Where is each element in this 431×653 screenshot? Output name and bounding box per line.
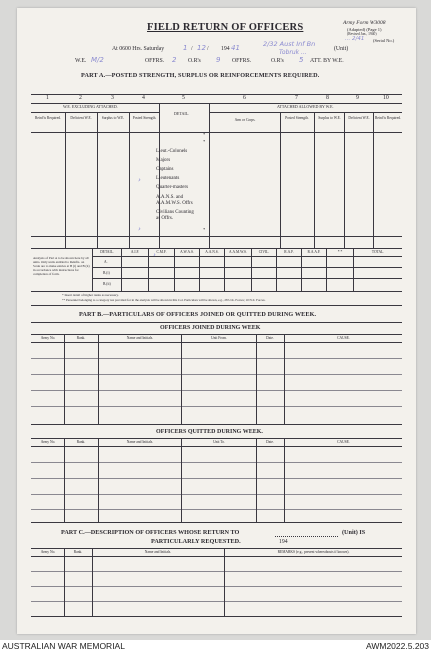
part-a-col-8 xyxy=(344,112,345,248)
quitted-col-army-no: Army No. xyxy=(40,440,56,444)
part-c-col-remarks: REMARKS (e.g., present whereabouts if known). xyxy=(277,550,350,554)
rank-majors: Majors xyxy=(156,158,171,163)
rank-lieutenants: Lieutenants xyxy=(156,176,180,181)
part-c-unit-line xyxy=(275,536,338,537)
unit-label: (Unit) xyxy=(334,46,349,52)
analysis-row-b1 xyxy=(92,267,402,268)
handwritten-unit-line-1: 2/32 Aust Inf Bn xyxy=(263,40,316,48)
quitted-row-1 xyxy=(31,462,402,463)
part-b-top-rule xyxy=(31,305,402,306)
year-label: 194 xyxy=(221,46,230,52)
rank-lieut-colonels: Lieut.-Colonels xyxy=(156,149,188,154)
part-c-particularly-requested: PARTICULARLY REQUESTED. xyxy=(151,538,241,545)
part-c-col-rank: Rank. xyxy=(73,550,83,554)
col-number-9: 9 xyxy=(356,95,359,101)
part-c-col-army-no: Army No. xyxy=(40,550,56,554)
quitted-bottom-rule xyxy=(31,522,402,523)
analysis-col-0 xyxy=(92,248,93,291)
rank-asterisk-1: * xyxy=(203,132,206,137)
analysis-col-1 xyxy=(121,248,122,291)
rank-quarter-masters: Quarter-masters xyxy=(156,185,189,190)
header-deficient-we: Deficient W.E. xyxy=(70,116,92,120)
date-separator-1: / xyxy=(191,46,193,52)
quitted-vcol-4 xyxy=(256,438,257,522)
part-a-col-9 xyxy=(373,112,374,248)
joined-col-army-no: Army No. xyxy=(40,336,56,340)
analysis-col-4 xyxy=(199,248,200,291)
rank-as-offrs: as Offrs. xyxy=(156,216,174,221)
part-c-row-3 xyxy=(31,601,402,602)
analysis-col-detail: DETAIL. xyxy=(100,250,114,254)
analysis-col-7 xyxy=(276,248,277,291)
handwritten-mark-captains: › xyxy=(138,176,141,184)
joined-col-rank: Rank. xyxy=(76,336,86,340)
quitted-row-3 xyxy=(31,494,402,495)
analysis-bottom xyxy=(31,291,402,292)
analysis-col-civil: CIVIL. xyxy=(258,250,270,254)
part-a-group-rule-left xyxy=(31,112,159,113)
rank-civilians: Civilians Counting xyxy=(156,210,194,215)
joined-title: OFFICERS JOINED DURING WEEK xyxy=(160,325,261,331)
handwritten-unit-line-2: Tobruk ... xyxy=(279,49,307,56)
rank-aamws: A.A.M.W.S. Offrs xyxy=(156,201,193,206)
rank-asterisk-3: * xyxy=(203,227,206,232)
joined-vcol-2 xyxy=(98,334,99,424)
header-posted-strength: Posted Strength. xyxy=(132,116,157,120)
quitted-col-name: Name and Initials. xyxy=(126,440,154,444)
handwritten-day: 1 xyxy=(183,44,188,52)
part-c-header-rule xyxy=(31,556,402,557)
part-a-top-rule xyxy=(31,94,402,95)
col-number-2: 2 xyxy=(79,95,82,101)
handwritten-offrs: 2 xyxy=(172,56,177,64)
part-a-col-1 xyxy=(65,112,66,248)
part-a-header-rule xyxy=(31,132,402,133)
part-c-row-1 xyxy=(31,571,402,572)
col-number-7: 7 xyxy=(295,95,298,101)
ors-label-2: O.R's xyxy=(271,58,284,64)
joined-row-3 xyxy=(31,390,402,391)
joined-bottom-rule xyxy=(31,424,402,425)
analysis-col-cmf: C.M.F. xyxy=(156,250,167,254)
footer-accession-number: AWM2022.5.203 xyxy=(366,641,429,651)
part-c-vcol-3 xyxy=(224,548,225,616)
joined-col-unit-from: Unit From. xyxy=(211,336,227,340)
part-a-col-6 xyxy=(280,112,281,248)
analysis-col-other: * * xyxy=(337,250,343,254)
header-reinfts-required-att: Reinf'ts Required. xyxy=(375,116,401,120)
part-c-heading-rule xyxy=(31,548,402,549)
col-number-4: 4 xyxy=(142,95,145,101)
adapted-note: (Adapted) (Page 1) xyxy=(347,27,382,32)
analysis-col-8 xyxy=(301,248,302,291)
header-surplus-we: Surplus to W.E. xyxy=(101,116,125,120)
analysis-col-aamws: A.A.M.W.S. xyxy=(229,250,247,254)
joined-vcol-1 xyxy=(64,334,65,424)
col-number-6: 6 xyxy=(243,95,246,101)
part-a-heading: PART A.—POSTED STRENGTH, SURPLUS OR REINFORCEMENTS REQUIRED. xyxy=(81,72,320,79)
col-number-10: 10 xyxy=(383,95,389,101)
group-attached-allowed: ATTACHED ALLOWED BY W.E. xyxy=(277,104,334,109)
form-sheet xyxy=(17,8,416,634)
quitted-col-date: Date. xyxy=(266,440,274,444)
part-c-unit-label: (Unit) IS xyxy=(342,529,366,536)
rank-asterisk-2: * xyxy=(203,139,206,144)
analysis-col-6 xyxy=(251,248,252,291)
quitted-vcol-1 xyxy=(64,438,65,522)
part-a-body-rule xyxy=(31,236,402,237)
analysis-row-a xyxy=(92,256,402,257)
analysis-col-2 xyxy=(148,248,149,291)
joined-col-cause: CAUSE. xyxy=(337,336,350,340)
quitted-row-2 xyxy=(31,478,402,479)
joined-col-date: Date. xyxy=(266,336,274,340)
analysis-col-10 xyxy=(353,248,354,291)
quitted-col-rank: Rank. xyxy=(76,440,86,444)
quitted-header-rule xyxy=(31,446,402,447)
header-reinfts-required: Reinf'ts Required. xyxy=(35,116,61,120)
joined-title-rule xyxy=(31,334,402,335)
analysis-row-label-b1: B.(i) xyxy=(103,271,110,275)
att-label: ATT. BY W.E. xyxy=(310,58,344,64)
joined-vcol-4 xyxy=(256,334,257,424)
analysis-col-raaf: R.A.A.F. xyxy=(307,250,321,254)
offrs-label: OFFRS. xyxy=(145,58,165,64)
rank-captains: Captains xyxy=(156,167,174,172)
analysis-row-label-a: A. xyxy=(104,260,108,264)
part-c-col-name: Name and Initials. xyxy=(144,550,172,554)
quitted-col-cause: CAUSE. xyxy=(337,440,350,444)
we-label: W.E. xyxy=(75,58,87,64)
handwritten-we: M/2 xyxy=(91,56,104,64)
col-number-5: 5 xyxy=(182,95,185,101)
header-posted-strength-att: Posted Strength. xyxy=(285,116,309,120)
rank-aans: A.A.N.S. and xyxy=(156,195,184,200)
form-title: FIELD RETURN OF OFFICERS xyxy=(147,22,304,33)
offrs-label-2: OFFRS. xyxy=(232,58,252,64)
analysis-col-aans: A.A.N.S. xyxy=(205,250,219,254)
archive-footer xyxy=(0,640,431,653)
part-a-col-5 xyxy=(209,103,210,248)
part-c-row-2 xyxy=(31,586,402,587)
header-deficient-we-att: Deficient W.E. xyxy=(348,116,370,120)
joined-header-rule xyxy=(31,342,402,343)
handwritten-mark-total: › xyxy=(138,225,141,233)
handwritten-year: 41 xyxy=(231,44,240,52)
header-surplus-we-att: Surplus to W.E. xyxy=(318,116,341,120)
group-we-excluding-attached: W.E. EXCLUDING ATTACHED. xyxy=(63,104,118,109)
analysis-col-5 xyxy=(224,248,225,291)
analysis-note: Analysis of Part A to be shown here by all units. Only units entitled to Reinfts. on Scale are to make entries at B (i) and B (ii) in accordance with instructions for completion of form. xyxy=(33,256,90,276)
quitted-vcol-2 xyxy=(98,438,99,522)
part-a-col-7 xyxy=(314,112,315,248)
ors-label: O.R's xyxy=(188,58,201,64)
part-b-heading: PART B.—PARTICULARS OF OFFICERS JOINED OR QUITTED DURING WEEK. xyxy=(79,311,317,318)
army-form-number: Army Form W3008 xyxy=(343,20,386,26)
quitted-col-unit-to: Unit To. xyxy=(213,440,225,444)
part-a-col-3 xyxy=(129,112,130,248)
joined-vcol-3 xyxy=(181,334,182,424)
footnote-other-categories: ** Personnel belonging to a category not provided for in the analysis will be shown in this Col. Particulars will be shown, e.g., 28 U.K. Forces; 10 N.Z. Forces. xyxy=(62,298,266,302)
joined-row-1 xyxy=(31,358,402,359)
footnote-higher-ranks: * Insert detail of higher ranks as necessary. xyxy=(62,293,119,297)
quitted-title-rule xyxy=(31,438,402,439)
detail-header: DETAIL. xyxy=(174,111,190,116)
analysis-col-awas: A.W.A.S. xyxy=(180,250,194,254)
part-c-bottom-rule xyxy=(31,616,402,617)
col-number-1: 1 xyxy=(46,95,49,101)
handwritten-ors: 9 xyxy=(216,56,221,64)
revised-note: (Revised Jan., 1940) xyxy=(347,32,377,36)
date-separator-2: / xyxy=(207,46,209,52)
part-a-analysis-top xyxy=(31,248,402,249)
handwritten-serial: ... 2/41 xyxy=(345,36,365,42)
part-c-vcol-2 xyxy=(92,548,93,616)
part-c-heading: PART C.—DESCRIPTION OF OFFICERS WHOSE RETURN TO xyxy=(61,529,240,536)
quitted-title: OFFICERS QUITTED DURING WEEK. xyxy=(156,429,263,435)
col-number-8: 8 xyxy=(326,95,329,101)
joined-vcol-5 xyxy=(284,334,285,424)
joined-row-4 xyxy=(31,406,402,407)
part-c-year: 194 xyxy=(279,539,288,545)
joined-col-name: Name and Initials. xyxy=(126,336,154,340)
part-c-vcol-1 xyxy=(64,548,65,616)
part-a-col-2 xyxy=(97,112,98,248)
part-b-heading-rule xyxy=(31,322,402,323)
quitted-vcol-3 xyxy=(181,438,182,522)
quitted-row-4 xyxy=(31,509,402,510)
serial-number-label: (Serial No.) xyxy=(373,38,395,43)
analysis-row-label-b2: B.(ii) xyxy=(103,282,111,286)
analysis-col-aif: A.I.F. xyxy=(130,250,140,254)
analysis-row-b2 xyxy=(92,278,402,279)
handwritten-mark-analysis: › xyxy=(153,251,156,259)
analysis-col-3 xyxy=(174,248,175,291)
col-number-3: 3 xyxy=(111,95,114,101)
handwritten-month: 12 xyxy=(197,44,206,52)
joined-row-2 xyxy=(31,374,402,375)
analysis-col-total: TOTAL. xyxy=(371,250,385,254)
analysis-col-raf: R.A.F. xyxy=(284,250,294,254)
handwritten-att: 5 xyxy=(299,56,304,64)
quitted-vcol-5 xyxy=(284,438,285,522)
header-arm-or-corps: Arm or Corps. xyxy=(234,118,256,122)
analysis-col-9 xyxy=(326,248,327,291)
return-time-label: At 0600 Hrs. Saturday xyxy=(112,46,165,52)
footer-institution: AUSTRALIAN WAR MEMORIAL xyxy=(2,641,125,651)
